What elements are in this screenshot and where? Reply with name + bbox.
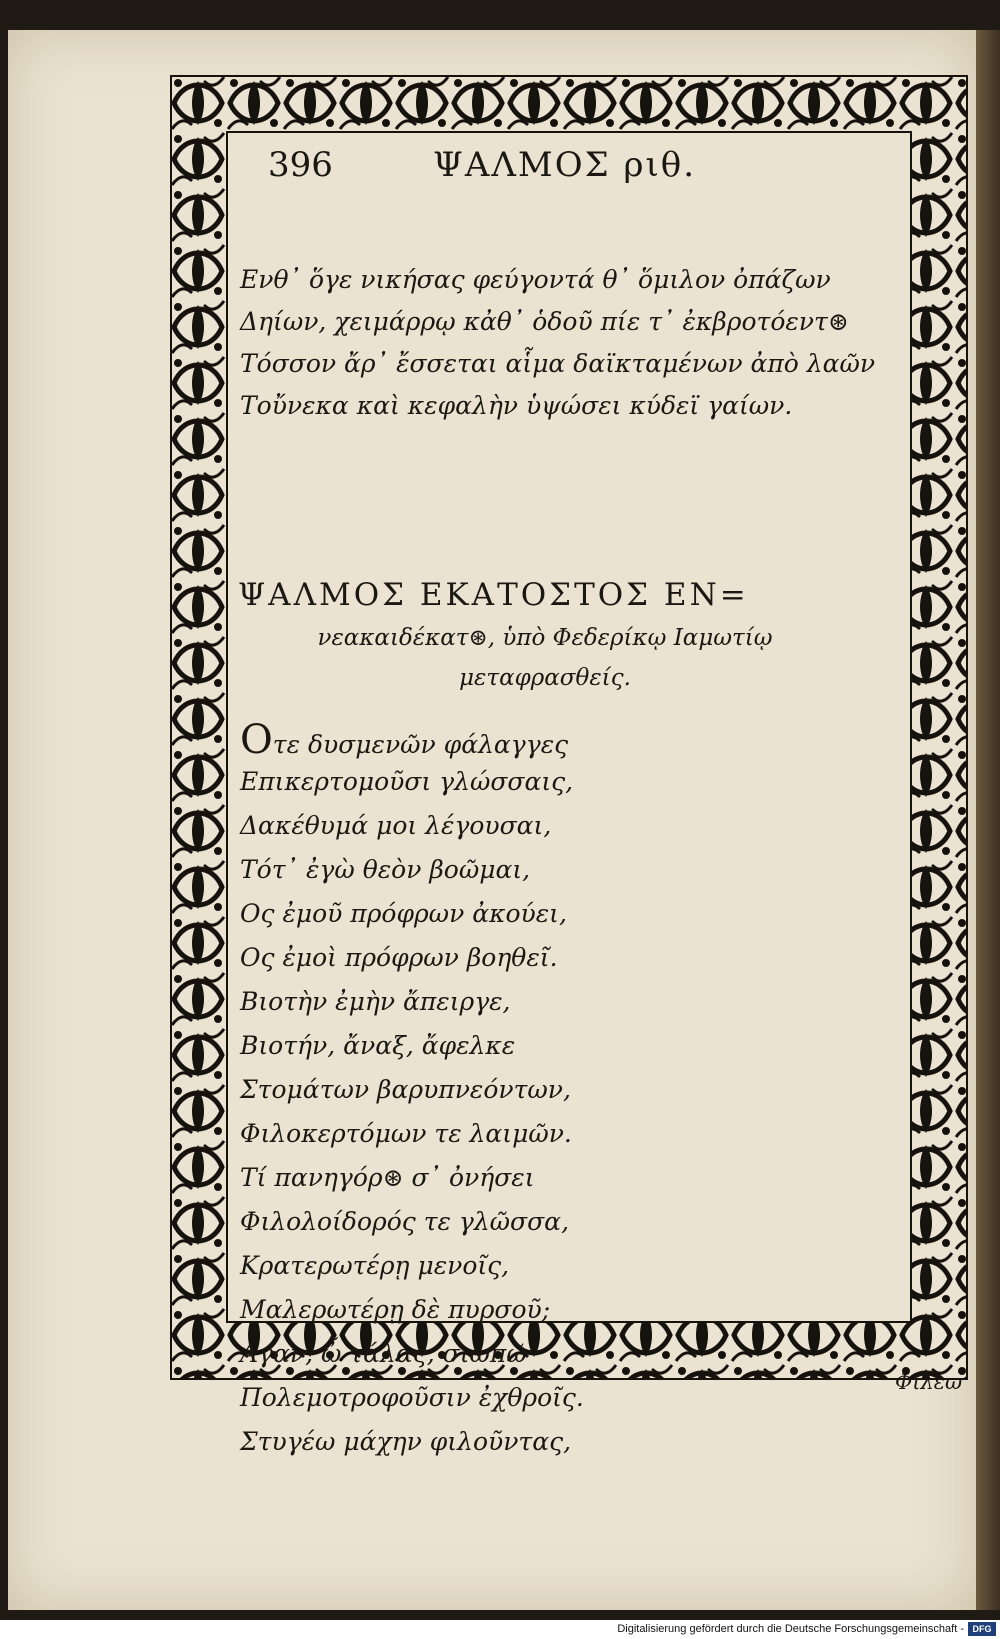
running-head: [268, 145, 868, 195]
psalm-subheading: μεταφρασθείς.: [459, 665, 631, 691]
verse-line: Τόσσον ἄρ᾽ ἔσσεται αἷμα δαϊκταμένων ἀπὸ λαῶν: [240, 349, 876, 378]
verse-line: Δηίων, χειμάρρῳ κἀθ᾽ ὁδοῦ πίε τ᾽ ἐκβροτόεντ⊛: [240, 307, 849, 336]
poem-line: Φιλολοίδορός τε γλῶσσα,: [240, 1207, 570, 1236]
first-line-text: τε δυσμενῶν φάλαγγες: [272, 730, 569, 759]
poem-line: Μαλερωτέρῃ δὲ πυρσοῦ;: [240, 1295, 551, 1324]
digitization-footer: [0, 1620, 1000, 1639]
psalm-heading: ΨΑΛΜΟΣ ΕΚΑΤΟΣΤΟΣ ΕΝ=: [238, 577, 749, 613]
poem-line: Πολεμοτροφοῦσιν ἐχθροῖς.: [240, 1383, 584, 1412]
poem-first-line: [240, 717, 568, 763]
dfg-logo: DFG: [968, 1622, 996, 1636]
poem-line: Ος ἐμοῦ πρόφρων ἀκούει,: [240, 899, 567, 928]
poem-line: Αγαν, ὦ τάλας, σιωπῶ: [240, 1339, 527, 1368]
verse-line: Ενθ᾽ ὅγε νικήσας φεύγοντά θ᾽ ὅμιλον ὀπάζων: [240, 265, 831, 294]
poem-line: Στυγέω μάχην φιλοῦντας,: [240, 1427, 572, 1456]
poem-line: Επικερτομοῦσι γλώσσαις,: [240, 767, 574, 796]
page-number: 396: [268, 145, 333, 185]
poem-line: Τότ᾽ ἐγὼ θεὸν βοῶμαι,: [240, 855, 531, 884]
poem-line: Φιλοκερτόμων τε λαιμῶν.: [240, 1119, 572, 1148]
running-title: ΨΑΛΜΟΣ ριθ.: [433, 145, 697, 185]
catchword: Φιλέω: [895, 1370, 963, 1394]
footer-text: Digitalisierung gefördert durch die Deutsche Forschungsgemeinschaft -: [617, 1623, 964, 1635]
page-edge: [976, 30, 1000, 1610]
verse-line: Τοὔνεκα καὶ κεφαλὴν ὑψώσει κύδεϊ γαίων.: [240, 391, 793, 420]
poem-line: Βιοτὴν ἐμὴν ἄπειργε,: [240, 987, 511, 1016]
drop-cap: Ο: [240, 717, 273, 763]
poem-line: Κρατερωτέρῃ μενοῖς,: [240, 1251, 510, 1280]
poem-line: Δακέθυμά μοι λέγουσαι,: [240, 811, 552, 840]
ornamental-frame: [170, 75, 968, 1456]
poem-line: Στομάτων βαρυπνεόντων,: [240, 1075, 571, 1104]
poem-line: Ος ἐμοὶ πρόφρων βοηθεῖ.: [240, 943, 558, 972]
poem-line: Τί πανηγόρ⊛ σ᾽ ὀνήσει: [240, 1163, 535, 1192]
psalm-subheading: νεακαιδέκατ⊛, ὑπὸ Φεδερίκῳ Ιαμωτίῳ: [317, 625, 773, 651]
poem-line: Βιοτήν, ἄναξ, ἄφελκε: [240, 1031, 516, 1060]
